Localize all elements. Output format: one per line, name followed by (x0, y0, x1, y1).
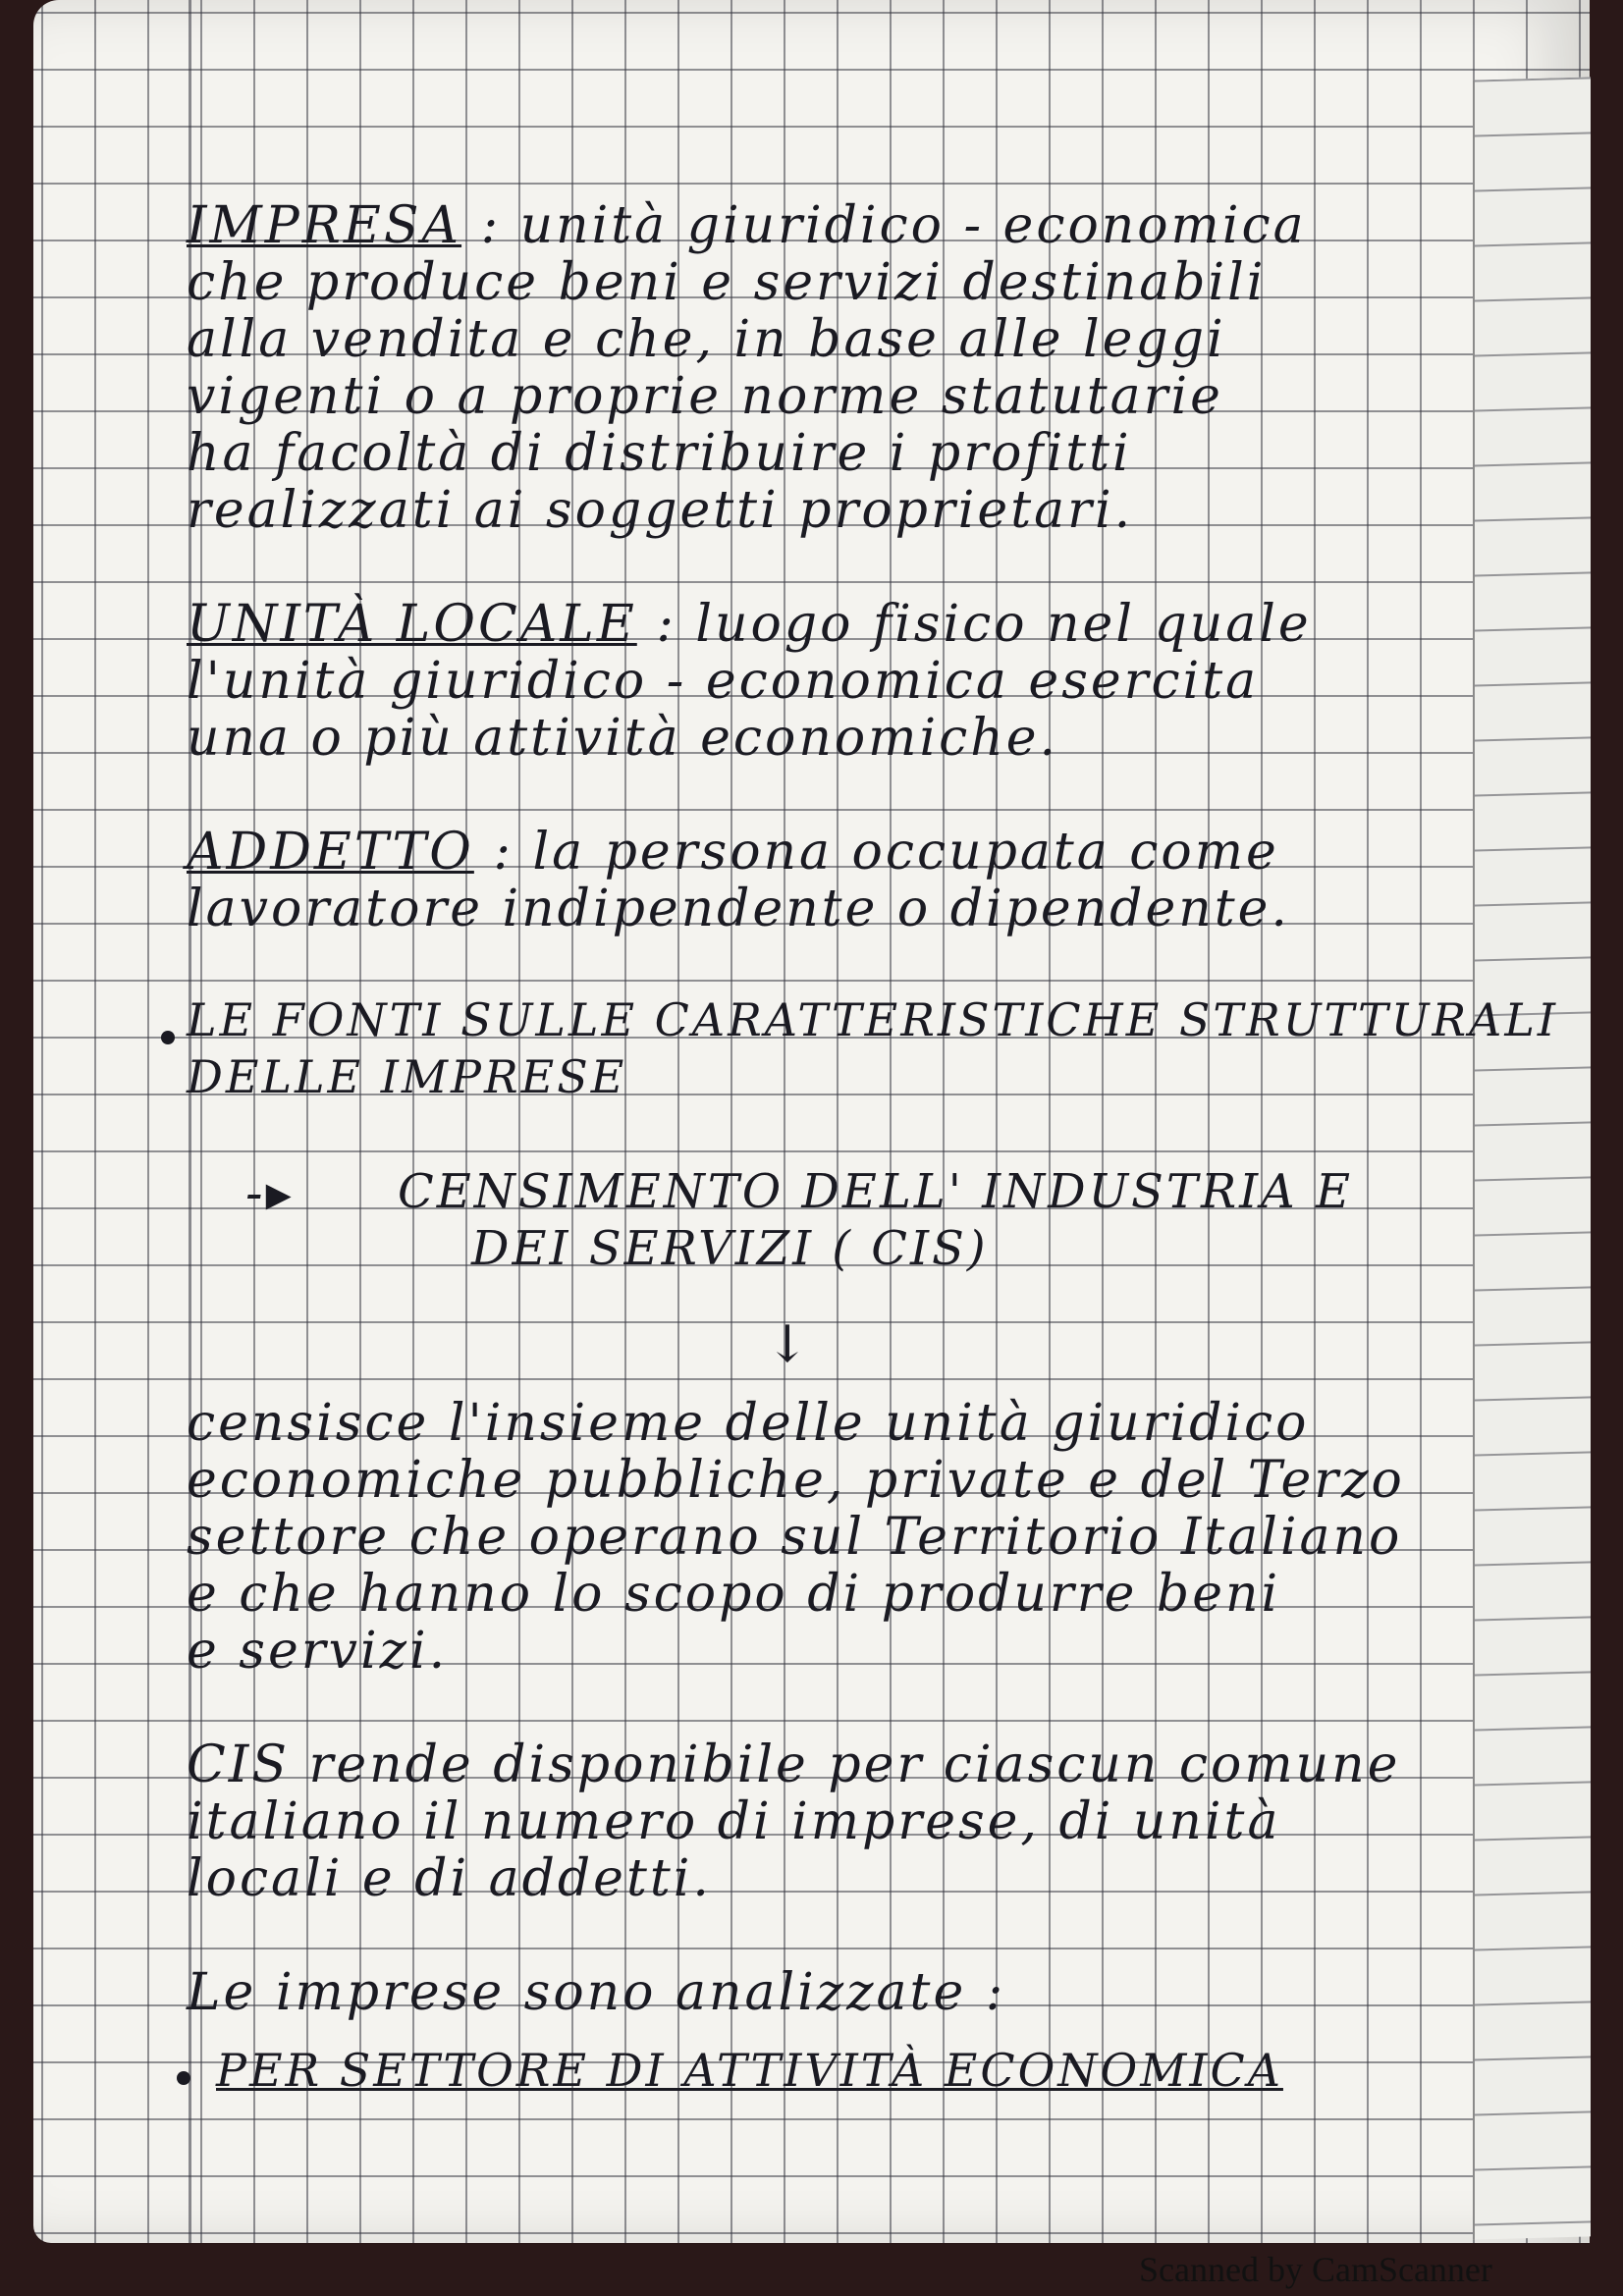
addetto-line-1 (187, 823, 1279, 881)
cis-second-line-3: locali e di addetti. (187, 1849, 712, 1908)
analisi-line: Le imprese sono analizzate : (187, 1963, 1006, 2022)
cis-line-3: settore che operano sul Territorio Italiano (187, 1508, 1403, 1567)
cis-second-line-1: CIS rende disponibile per ciascun comune (187, 1735, 1401, 1794)
unita-locale-line-1 (187, 595, 1312, 654)
addetto-definition-1: : la persona occupata come (493, 823, 1279, 881)
impresa-line-3: alla vendita e che, in base alle leggi (187, 310, 1226, 369)
unita-locale-term: UNITÀ LOCALE (187, 595, 637, 654)
unita-locale-line-3: una o più attività economiche. (187, 709, 1059, 768)
impresa-definition-1: : unità giuridico - economica (480, 196, 1307, 255)
fonti-heading-1: LE FONTI SULLE CARATTERISTICHE STRUTTURALI (187, 993, 1559, 1046)
next-page-edge (1473, 77, 1591, 2239)
arrow-glyph: -▸ (245, 1164, 295, 1223)
bullet-settore (177, 2071, 190, 2085)
unita-locale-definition-1: : luogo fisico nel quale (656, 595, 1312, 654)
censimento-line-1: CENSIMENTO DELL' INDUSTRIA E (398, 1164, 1354, 1219)
impresa-term: IMPRESA (187, 196, 462, 255)
unita-locale-line-2: l'unità giuridico - economica esercita (187, 652, 1260, 711)
impresa-line-6: realizzati ai soggetti proprietari. (187, 481, 1134, 540)
cis-line-5: e servizi. (187, 1622, 449, 1681)
fonti-heading-2: DELLE IMPRESE (187, 1050, 627, 1103)
down-arrow-glyph: ↓ (766, 1315, 812, 1374)
cis-second-line-2: italiano il numero di imprese, di unità (187, 1792, 1281, 1851)
impresa-line-2: che produce beni e servizi destinabili (187, 253, 1267, 312)
addetto-term: ADDETTO (187, 823, 474, 881)
bullet-fonti (161, 1031, 175, 1044)
scanner-watermark: Scanned by CamScanner (1139, 2250, 1492, 2289)
cis-line-1: censisce l'insieme delle unità giuridico (187, 1394, 1310, 1453)
cis-line-2: economiche pubbliche, private e del Terzo (187, 1451, 1405, 1510)
addetto-line-2: lavoratore indipendente o dipendente. (187, 880, 1290, 938)
impresa-line-5: ha facoltà di distribuire i profitti (187, 424, 1132, 483)
impresa-line-1 (187, 196, 1307, 255)
censimento-line-2: DEI SERVIZI ( CIS) (471, 1221, 989, 1276)
impresa-line-4: vigenti o a proprie norme statutarie (187, 367, 1223, 426)
cis-line-4: e che hanno lo scopo di produrre beni (187, 1565, 1281, 1624)
settore-line: PER SETTORE DI ATTIVITÀ ECONOMICA (216, 2044, 1283, 2097)
